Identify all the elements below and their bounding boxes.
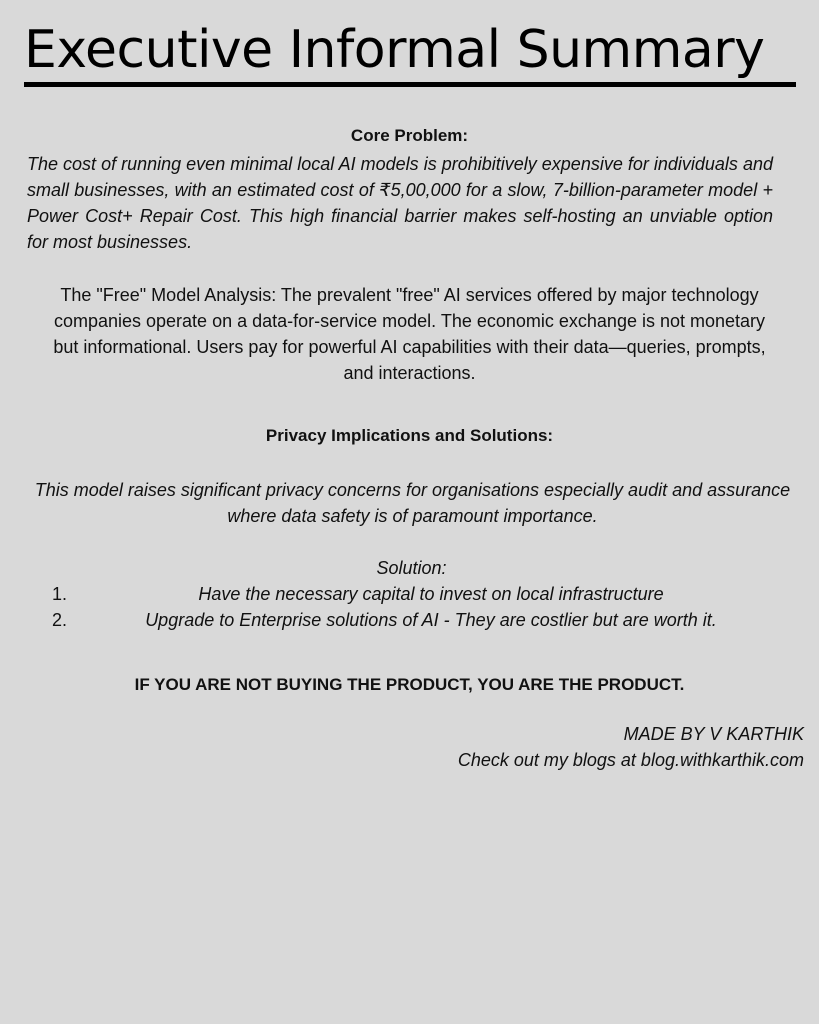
core-problem-text: The cost of running even minimal local AI models is prohibitively expensive for individuals and small businesses, with an estimated cost of ₹5,00,000 for a slow, 7-billion-parameter model + Power Cost+ Repair Cost. This high financial barrier makes self-hosting an unviable option for most businesses. [27, 154, 773, 252]
title-block [24, 18, 796, 87]
core-problem-heading: Core Problem: [350, 126, 469, 145]
privacy-text: This model raises significant privacy concerns for organisations especially audit and assurance where data safety is of paramount importance. [34, 480, 791, 526]
credit-block [458, 721, 804, 773]
list-item [52, 581, 772, 607]
list-item-text: Upgrade to Enterprise solutions of AI - They are costlier but are worth it. [145, 610, 717, 630]
tagline: IF YOU ARE NOT BUYING THE PRODUCT, YOU ARE THE PRODUCT. [134, 675, 685, 694]
free-model-text: The "Free" Model Analysis: The prevalent "free" AI services offered by major technology companies operate on a data-for-service model. The economic exchange is not monetary but informational. Users pay for powerful AI capabilities with their data—queries, prompts, and interactions. [53, 285, 766, 383]
list-item-text: Have the necessary capital to invest on local infrastructure [198, 584, 664, 604]
page-title: Executive Informal Summary [24, 20, 765, 80]
title-underline [24, 82, 796, 87]
list-item [52, 607, 772, 633]
list-item-number: 1. [52, 584, 68, 604]
author-credit: MADE BY V KARTHIK [623, 724, 804, 744]
privacy-heading: Privacy Implications and Solutions: [265, 426, 554, 445]
solution-list [52, 581, 772, 633]
solution-heading: Solution: [376, 558, 447, 578]
blog-link-text: Check out my blogs at blog.withkarthik.com [457, 750, 804, 770]
list-item-number: 2. [52, 610, 68, 630]
